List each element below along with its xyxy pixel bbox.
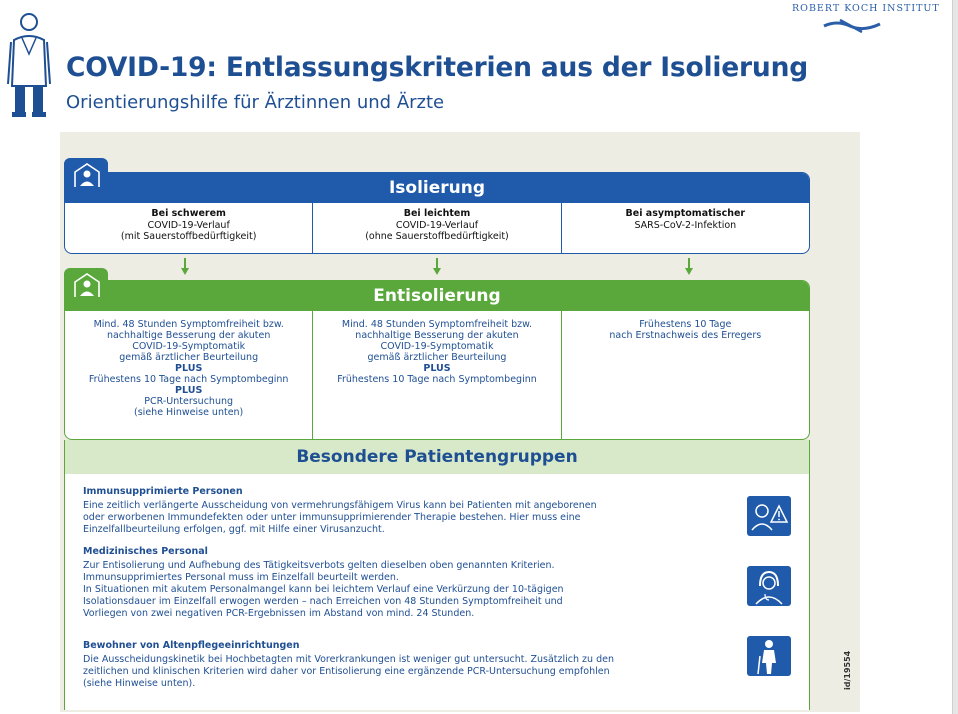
group-line: Eine zeitlich verlängerte Ausscheidung von vermehrungsfähigem Virus kann bei Patienten mit angeborenen xyxy=(83,500,597,511)
group-line: Isolationsdauer im Einzelfall erwogen werden – nach Erreichen von 48 Stunden Symptomfreiheit und xyxy=(83,596,563,607)
col-line: COVID-19-Verlauf xyxy=(395,219,479,231)
group-title: Immunsupprimierte Personen xyxy=(83,486,243,497)
col-line: Bei schwerem xyxy=(151,208,226,219)
col-line: nach Erstnachweis des Erregers xyxy=(609,330,762,341)
plus-label: PLUS xyxy=(423,363,451,374)
rki-logo xyxy=(792,3,940,34)
group-medizinisches-personal xyxy=(83,546,723,620)
page-title: COVID-19: Entlassungskriterien aus der Isolierung xyxy=(66,52,809,83)
besondere-heading: Besondere Patientengruppen xyxy=(65,440,809,474)
entisolierung-col-mild xyxy=(312,311,560,440)
isolierung-heading: Isolierung xyxy=(65,173,809,203)
col-line: gemäß ärztlicher Beurteilung xyxy=(119,352,259,363)
group-title: Bewohner von Altenpflegeeinrichtungen xyxy=(83,640,300,651)
plus-label: PLUS xyxy=(175,363,203,374)
col-line: Bei leichtem xyxy=(403,208,471,219)
rki-name: ROBERT KOCH INSTITUT xyxy=(792,3,940,14)
group-title: Medizinisches Personal xyxy=(83,546,208,557)
isolierung-col-asymptomatic xyxy=(561,203,809,254)
plus-label: PLUS xyxy=(175,385,203,396)
entisolierung-col-severe xyxy=(65,311,312,440)
arrow-down-icon xyxy=(684,258,694,276)
col-line: (siehe Hinweise unten) xyxy=(134,407,244,418)
entisolierung-col-asymptomatic xyxy=(561,311,809,440)
isolierung-box xyxy=(64,172,810,254)
group-line: Die Ausscheidungskinetik bei Hochbetagten mit Vorerkrankungen ist weniger gut untersucht. Zusätzlich zu den xyxy=(83,654,614,665)
arrow-down-icon xyxy=(180,258,190,276)
col-line: Mind. 48 Stunden Symptomfreiheit bzw. xyxy=(341,319,533,330)
col-line: COVID-19-Symptomatik xyxy=(380,341,494,352)
group-line: Immunsupprimiertes Personal muss im Einzelfall beurteilt werden. xyxy=(83,572,399,583)
col-line: Frühestens 10 Tage xyxy=(639,319,732,330)
col-line: Frühestens 10 Tage nach Symptombeginn xyxy=(88,374,289,385)
col-line: COVID-19-Symptomatik xyxy=(132,341,246,352)
elderly-person-icon xyxy=(747,636,791,676)
group-line: oder erworbenen Immundefekten oder unter immunsupprimierender Therapie bestehen. Hier muss eine xyxy=(83,512,581,523)
patient-house-icon xyxy=(64,158,108,190)
group-line: In Situationen mit akutem Personalmangel kann bei leichtem Verlauf eine Verkürzung der 10-tägigen xyxy=(83,584,564,595)
group-immunsupprimiert xyxy=(83,486,723,536)
besondere-box xyxy=(64,440,810,710)
col-line: nachhaltige Besserung der akuten xyxy=(106,330,271,341)
group-altenpflege xyxy=(83,640,723,690)
col-line: Mind. 48 Stunden Symptomfreiheit bzw. xyxy=(93,319,284,330)
col-line: Frühestens 10 Tage nach Symptombeginn xyxy=(337,374,537,385)
page-subtitle: Orientierungshilfe für Ärztinnen und Ärzte xyxy=(66,92,445,113)
isolierung-col-mild xyxy=(312,203,560,254)
group-line: zeitlichen und klinischen Kriterien wird daher vor Entisolierung eine ergänzende PCR-Untersuchung empfohlen xyxy=(83,666,610,677)
entisolierung-columns xyxy=(65,311,809,440)
doctor-figure-icon xyxy=(6,10,52,118)
immunosuppressed-warning-icon xyxy=(747,496,791,536)
col-line: COVID-19-Verlauf xyxy=(147,219,230,231)
col-line: Bei asymptomatischer xyxy=(625,208,746,219)
col-line: (ohne Sauerstoffbedürftigkeit) xyxy=(365,231,509,242)
col-line: PCR-Untersuchung xyxy=(144,396,234,407)
isolierung-col-severe xyxy=(65,203,312,254)
group-line: Zur Entisolierung und Aufhebung des Tätigkeitsverbots gelten dieselben oben genannten Kriterien. xyxy=(83,560,555,571)
arrow-down-icon xyxy=(432,258,442,276)
col-line: gemäß ärztlicher Beurteilung xyxy=(367,352,507,363)
right-edge xyxy=(952,0,958,714)
group-line: Einzelfallbeurteilung erfolgen, ggf. mit Hilfe einer Virusanzucht. xyxy=(83,524,385,535)
entisolierung-heading: Entisolierung xyxy=(65,281,809,311)
col-line: nachhaltige Besserung der akuten xyxy=(355,330,519,341)
medical-staff-icon xyxy=(747,566,791,606)
col-line: (mit Sauerstoffbedürftigkeit) xyxy=(120,231,257,242)
col-line: SARS-CoV-2-Infektion xyxy=(634,219,737,231)
group-line: (siehe Hinweise unten). xyxy=(83,678,196,689)
group-line: Vorliegen von zwei negativen PCR-Ergebnissen im Abstand von mind. 24 Stunden. xyxy=(83,608,475,619)
rki-mark-icon xyxy=(822,18,882,34)
isolierung-columns xyxy=(65,203,809,254)
patient-leaving-icon xyxy=(64,268,108,300)
footer-code: id/19554 xyxy=(843,650,852,690)
entisolierung-box xyxy=(64,280,810,440)
